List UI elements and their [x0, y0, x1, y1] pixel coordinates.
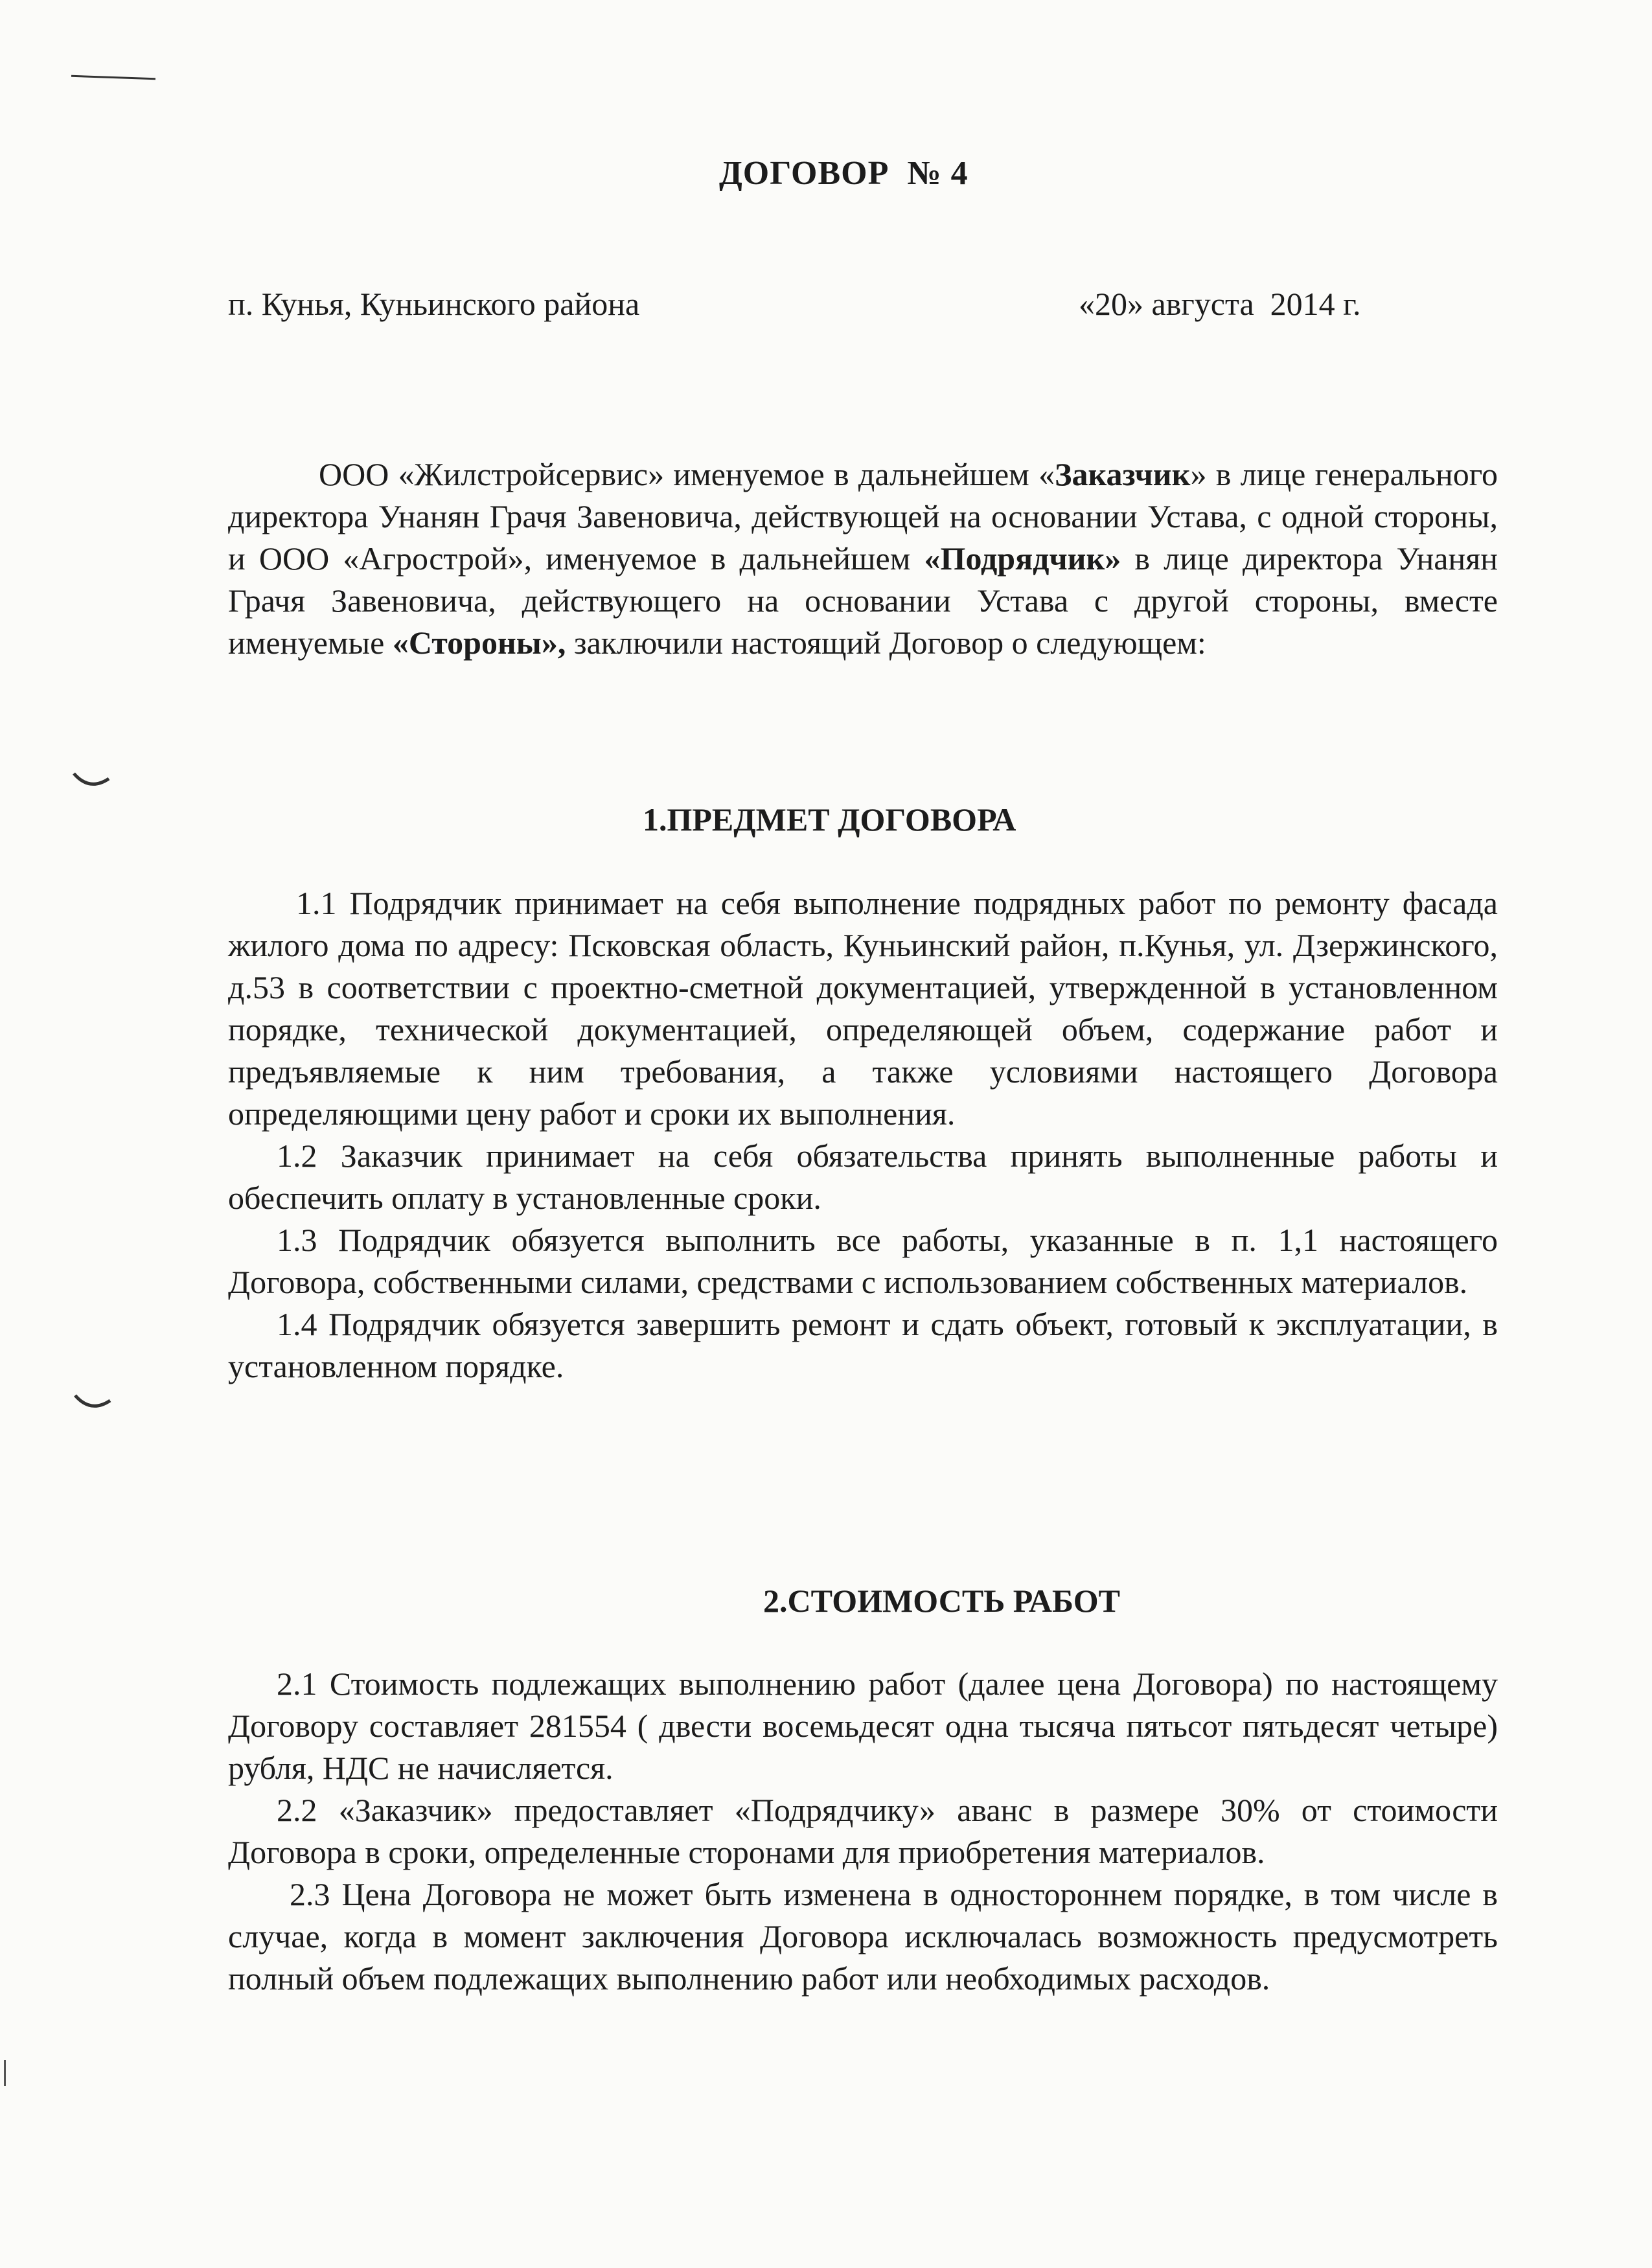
clause-1-4: 1.4 Подрядчик обязуется завершить ремонт и сдать объект, готовый к эксплуатации, в установленном порядке.	[228, 1306, 1498, 1384]
section-2-heading: 2.СТОИМОСТЬ РАБОТ	[763, 1583, 1121, 1619]
preamble	[228, 453, 1498, 664]
pen-mark	[71, 75, 155, 80]
clause-1-3: 1.3 Подрядчик обязуется выполнить все работы, указанные в п. 1,1 настоящего Договора, собственными силами, средствами с использованием собственных материалов.	[228, 1222, 1498, 1300]
clause-2-1: 2.1 Стоимость подлежащих выполнению работ (далее цена Договора) по настоящему Договору составляет 281554 ( двести восемьдесят одна тысяча пятьсот пятьдесят четыре) рубля, НДС не начисляется.	[228, 1666, 1498, 1786]
section-2-body	[228, 1663, 1498, 2000]
preamble-text-1: ООО «Жилстройсервис» именуемое в дальнейшем «	[319, 456, 1055, 492]
punch-hole-mark	[73, 1392, 113, 1414]
section-1-body	[228, 882, 1498, 1388]
contractor-term: «Подрядчик»	[924, 540, 1121, 577]
punch-hole-mark	[71, 770, 111, 792]
contract-date: «20» августа 2014 г.	[1079, 286, 1361, 322]
contract-place: п. Кунья, Куньинского района	[228, 286, 640, 322]
document-title: ДОГОВОР № 4	[719, 155, 969, 192]
parties-term: «Стороны»,	[392, 624, 566, 661]
section-1-heading: 1.ПРЕДМЕТ ДОГОВОРА	[643, 801, 1016, 838]
preamble-text-4: заключили настоящий Договор о следующем:	[566, 624, 1206, 661]
clause-1-1: 1.1 Подрядчик принимает на себя выполнение подрядных работ по ремонту фасада жилого дома по адресу: Псковская область, Куньинский район, п.Кунья, ул. Дзержинского, д.53 в соответствии с проектно-сметной документацией, утвержденной в установленном порядке, технической документацией, определяющей объем, содержание работ и предъявляемые к ним требования, а также условиями настоящего Договора определяющими цену работ и сроки их выполнения.	[228, 885, 1498, 1132]
preamble-text-3: в лице директора Унанян Грачя Завеновича, действующего на основании Устава с другой стороны, вместе именуемые	[228, 540, 1498, 661]
clause-2-2: 2.2 «Заказчик» предоставляет «Подрядчику» аванс в размере 30% от стоимости Договора в сроки, определенные сторонами для приобретения материалов.	[228, 1792, 1498, 1870]
edge-mark	[4, 2060, 6, 2086]
clause-1-2: 1.2 Заказчик принимает на себя обязательства принять выполненные работы и обеспечить оплату в установленные сроки.	[228, 1138, 1498, 1216]
clause-2-3: 2.3 Цена Договора не может быть изменена в одностороннем порядке, в том числе в случае, когда в момент заключения Договора исключалась возможность предусмотреть полный объем подлежащих выполнению работ или необходимых расходов.	[228, 1876, 1498, 1997]
preamble-paragraph	[228, 453, 1498, 664]
customer-term: Заказчик	[1055, 456, 1191, 492]
preamble-text-2: » в лице генерального директора Унанян Грачя Завеновича, действующей на основании Устава, с одной стороны, и ООО «Агрострой», именуемое в дальнейшем	[228, 456, 1498, 577]
